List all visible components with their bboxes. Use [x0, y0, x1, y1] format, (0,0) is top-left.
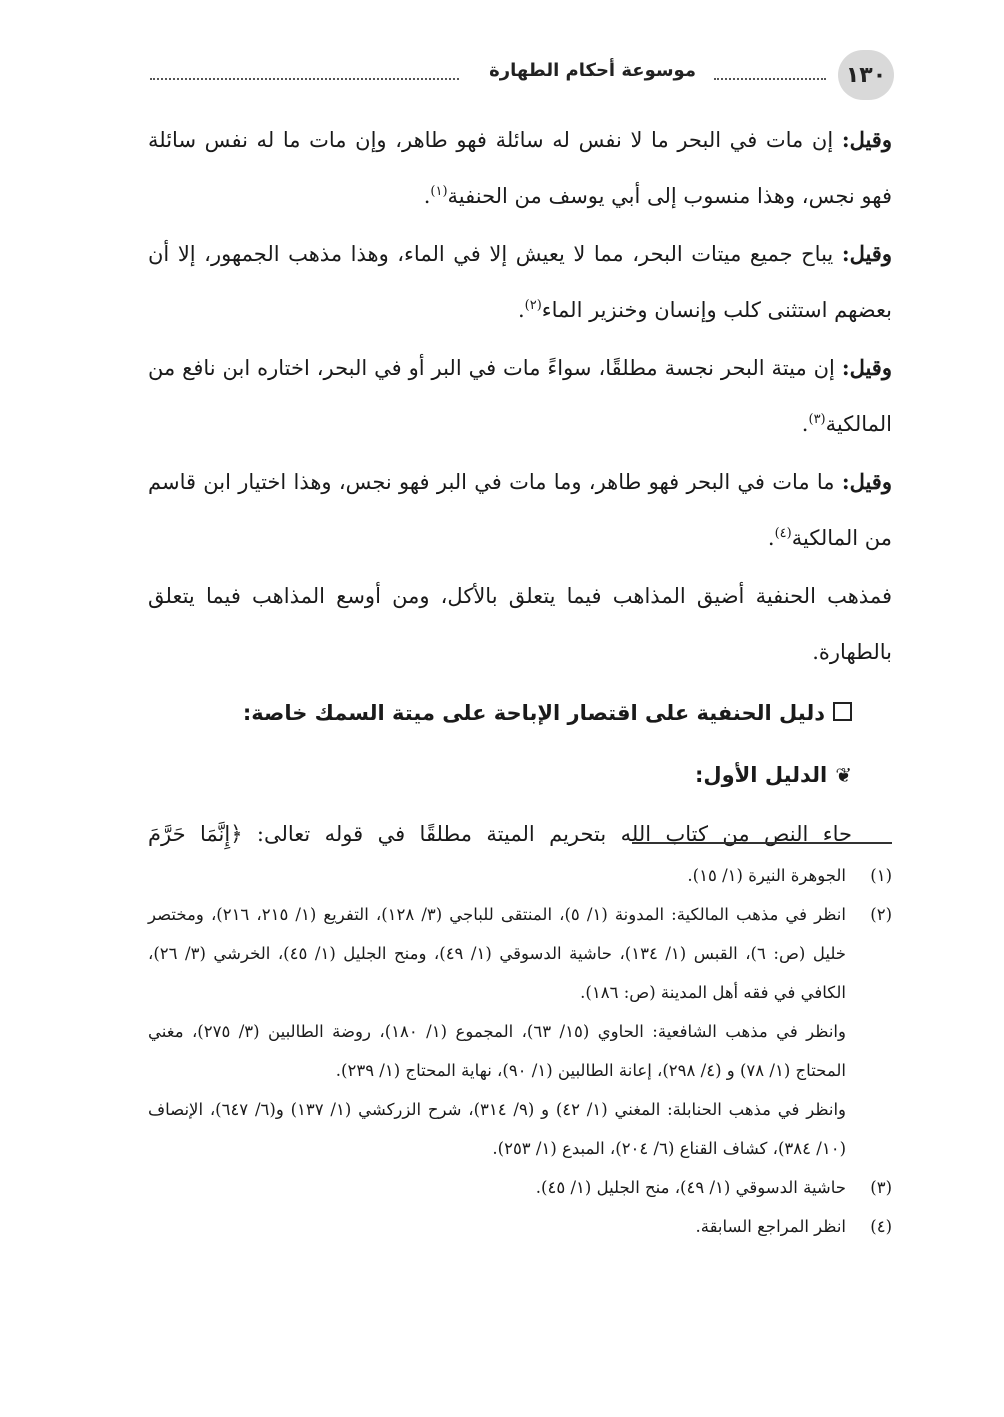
footnote-body: [148, 1207, 846, 1246]
paragraph-end: .: [767, 526, 775, 550]
footnote-line: حاشية الدسوقي (١/ ٤٩)، منح الجليل (١/ ٤٥).: [535, 1178, 846, 1197]
footnote-body: [148, 895, 846, 1168]
paragraph: [148, 340, 892, 452]
footnote-ref[interactable]: (٢): [524, 298, 542, 313]
footnote-number: (٤): [870, 1217, 892, 1236]
footnote: [148, 856, 892, 895]
paragraph-end: .: [517, 298, 525, 322]
paragraph-lead: وقيل:: [841, 469, 892, 494]
leaf-ornament-icon: ❦: [835, 763, 852, 787]
footnote-body: [148, 856, 846, 895]
section-heading: [148, 682, 892, 744]
sub-heading-text: الدليل الأول:: [695, 763, 828, 787]
paragraph-text: يباح جميع ميتات البحر، مما لا يعيش إلا في الماء، وهذا مذهب الجمهور، إلا أن بعضهم استثنى كلب وإنسان وخنزير الماء: [148, 242, 892, 322]
footnote-line: انظر المراجع السابقة.: [695, 1217, 846, 1236]
footnotes: [148, 856, 892, 1246]
footnote: [148, 1168, 892, 1207]
footnote-line: انظر في مذهب المالكية: المدونة (١/ ٥)، المنتقى للباجي (٣/ ١٢٨)، التفريع (١/ ٢١٥، ٢١٦)، ومختصر خليل (ص: ٦)، القبس (١/ ١٣٤)، حاشية الدسوقي (١/ ٤٩)، ومنح الجليل (١/ ٤٥)، الخرشي (٣/ ٢٦)، الكافي في فقه أهل المدينة (ص: ١٨٦).: [148, 905, 846, 1002]
footnote-separator: [632, 842, 892, 844]
paragraph-end: .: [423, 184, 431, 208]
paragraph-lead: وقيل:: [841, 127, 892, 152]
footnote-line: وانظر في مذهب الحنابلة: المغني (١/ ٤٢) و (٩/ ٣١٤)، شرح الزركشي (١/ ١٣٧) و(٦/ ٦٤٧)، الإنصاف (١٠/ ٣٨٤)، كشاف القناع (٦/ ٢٠٤)، المبدع (١/ ٢٥٣).: [148, 1100, 847, 1158]
paragraph-text: إن ميتة البحر نجسة مطلقًا، سواءً مات في البر أو في البحر، اختاره ابن نافع من المالكية: [148, 356, 892, 436]
footnote-number: (٣): [870, 1178, 892, 1197]
paragraph-lead: وقيل:: [841, 355, 892, 380]
paragraph-text: فمذهب الحنفية أضيق المذاهب فيما يتعلق بالأكل، ومن أوسع المذاهب فيما يتعلق بالطهارة.: [148, 584, 892, 664]
section-heading-text: دليل الحنفية على اقتصار الإباحة على ميتة السمك خاصة:: [242, 701, 825, 725]
paragraph-text: ما مات في البحر فهو طاهر، وما مات في البر فهو نجس، وهذا اختيار ابن قاسم من المالكية: [148, 470, 892, 550]
header-dotted-rule-left: [150, 78, 459, 80]
main-text: [148, 112, 892, 862]
footnote-ref[interactable]: (٤): [774, 526, 792, 541]
paragraph: [148, 568, 892, 680]
page-number-badge: ١٣٠: [838, 50, 894, 100]
quote-line: جاء النص من كتاب الله بتحريم الميتة مطلقًا في قوله تعالى: ﴿إِنَّمَا حَرَّمَ: [148, 822, 852, 846]
footnote: [148, 1207, 892, 1246]
paragraph-text: إن مات في البحر ما لا نفس له سائلة فهو طاهر، وإن مات ما له نفس سائلة فهو نجس، وهذا منسوب إلى أبي يوسف من الحنفية: [148, 128, 892, 208]
footnote-line: الجوهرة النيرة (١/ ١٥).: [687, 866, 846, 885]
footnote-ref[interactable]: (٣): [808, 412, 826, 427]
page-header: [114, 50, 894, 100]
footnote-body: [148, 1168, 846, 1207]
paragraph: [148, 112, 892, 224]
paragraph-lead: وقيل:: [841, 241, 892, 266]
footnote-ref[interactable]: (١): [430, 184, 448, 199]
footnote-number: (٢): [870, 905, 892, 924]
paragraph-end: .: [801, 412, 809, 436]
header-dotted-rule-right: [714, 78, 826, 80]
square-bullet-icon: [833, 702, 852, 721]
running-title: موسوعة أحكام الطهارة: [481, 60, 704, 81]
footnote-number: (١): [870, 866, 892, 885]
footnote: [148, 895, 892, 1168]
sub-heading: [148, 744, 892, 806]
paragraph: [148, 226, 892, 338]
paragraph: [148, 454, 892, 566]
footnote-line: وانظر في مذهب الشافعية: الحاوي (١٥/ ٦٣)، المجموع (١/ ١٨٠)، روضة الطالبين (٣/ ٢٧٥)، مغني المحتاج (١/ ٧٨) و (٤/ ٢٩٨)، إعانة الطالبين (١/ ٩٠)، نهاية المحتاج (١/ ٢٣٩).: [148, 1022, 846, 1080]
